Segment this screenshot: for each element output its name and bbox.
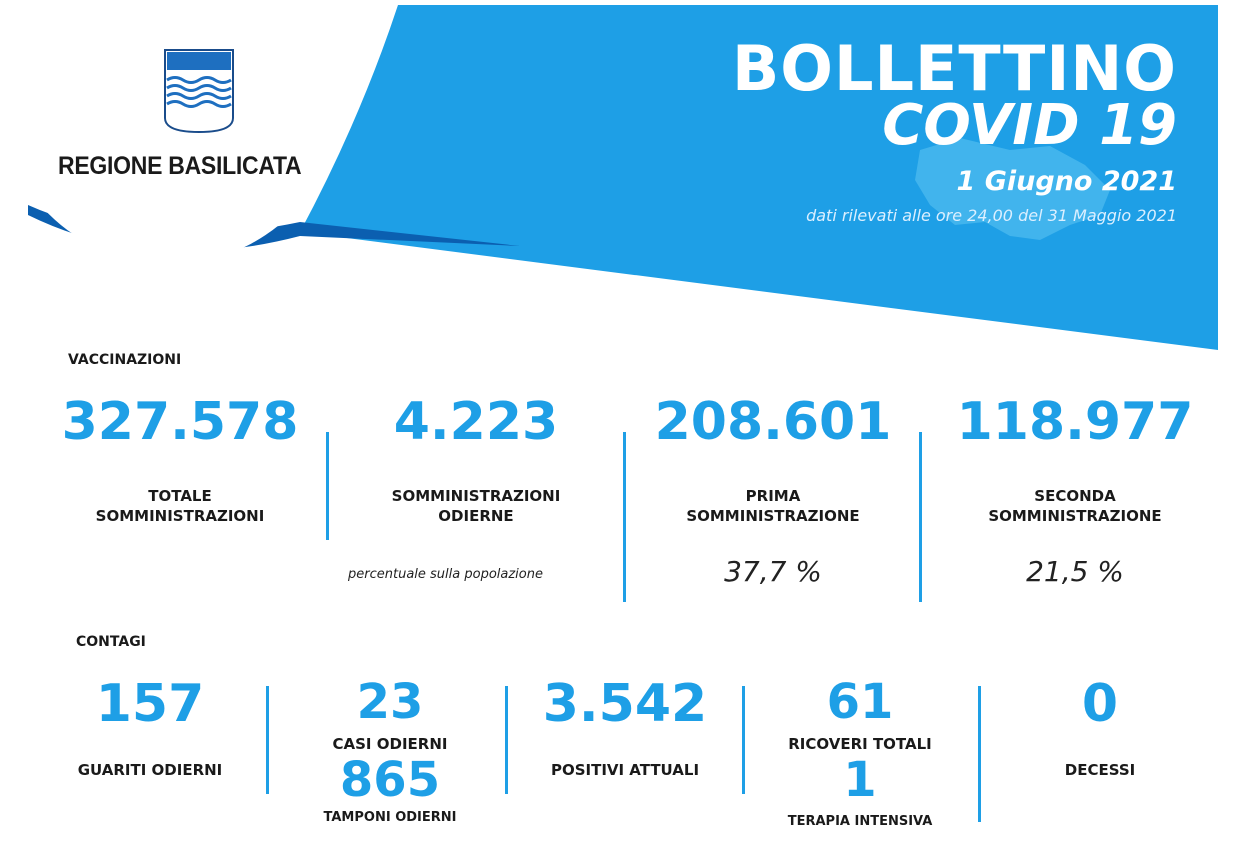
stat-prima-percent: 37,7 % [724, 555, 822, 588]
bulletin-title: BOLLETTINO [732, 32, 1177, 105]
data-timestamp: dati rilevati alle ore 24,00 del 31 Maggio 2021 [806, 206, 1177, 225]
section-title-contagi: CONTAGI [76, 634, 146, 650]
stat-totale-label: TOTALE SOMMINISTRAZIONI [95, 487, 265, 525]
stat-odierne-label: SOMMINISTRAZIONI ODIERNE [391, 487, 561, 525]
stat-totale-value: 327.578 [61, 392, 299, 452]
stat-guariti-label: GUARITI ODIERNI [77, 761, 223, 779]
stat-seconda-value: 118.977 [956, 392, 1194, 452]
stat-odierne-value: 4.223 [393, 392, 559, 452]
stat-decessi-value: 0 [1081, 674, 1119, 734]
divider [505, 686, 508, 794]
stat-positivi-label: POSITIVI ATTUALI [550, 761, 700, 779]
stat-ricoveri-value: 61 [826, 674, 894, 730]
stat-seconda-label: SECONDA SOMMINISTRAZIONE [988, 487, 1162, 525]
bulletin-subtitle: COVID 19 [882, 93, 1177, 158]
stat-seconda-percent: 21,5 % [1026, 555, 1124, 588]
region-name: REGIONE BASILICATA [58, 152, 302, 180]
stat-tamponi-value: 865 [339, 752, 441, 808]
stat-prima-value: 208.601 [654, 392, 892, 452]
stat-casi-value: 23 [356, 674, 424, 730]
section-title-vaccinazioni: VACCINAZIONI [68, 352, 182, 368]
stat-ricoveri-label: RICOVERI TOTALI [788, 735, 932, 753]
stat-tamponi-label: TAMPONI ODIERNI [323, 810, 457, 825]
coat-of-arms-icon [165, 50, 233, 132]
divider [919, 432, 922, 602]
stat-guariti-value: 157 [95, 674, 205, 734]
stat-positivi-value: 3.542 [542, 674, 708, 734]
bulletin-date: 1 Giugno 2021 [956, 166, 1177, 197]
divider [742, 686, 745, 794]
stat-terapia-label: TERAPIA INTENSIVA [787, 814, 933, 829]
stat-decessi-label: DECESSI [1064, 761, 1136, 779]
stat-prima-label: PRIMA SOMMINISTRAZIONE [686, 487, 860, 525]
percent-note: percentuale sulla popolazione [348, 567, 543, 582]
divider [326, 432, 329, 540]
divider [623, 432, 626, 602]
stat-casi-label: CASI ODIERNI [332, 735, 448, 753]
divider [266, 686, 269, 794]
divider [978, 686, 981, 822]
stat-terapia-value: 1 [843, 752, 877, 808]
